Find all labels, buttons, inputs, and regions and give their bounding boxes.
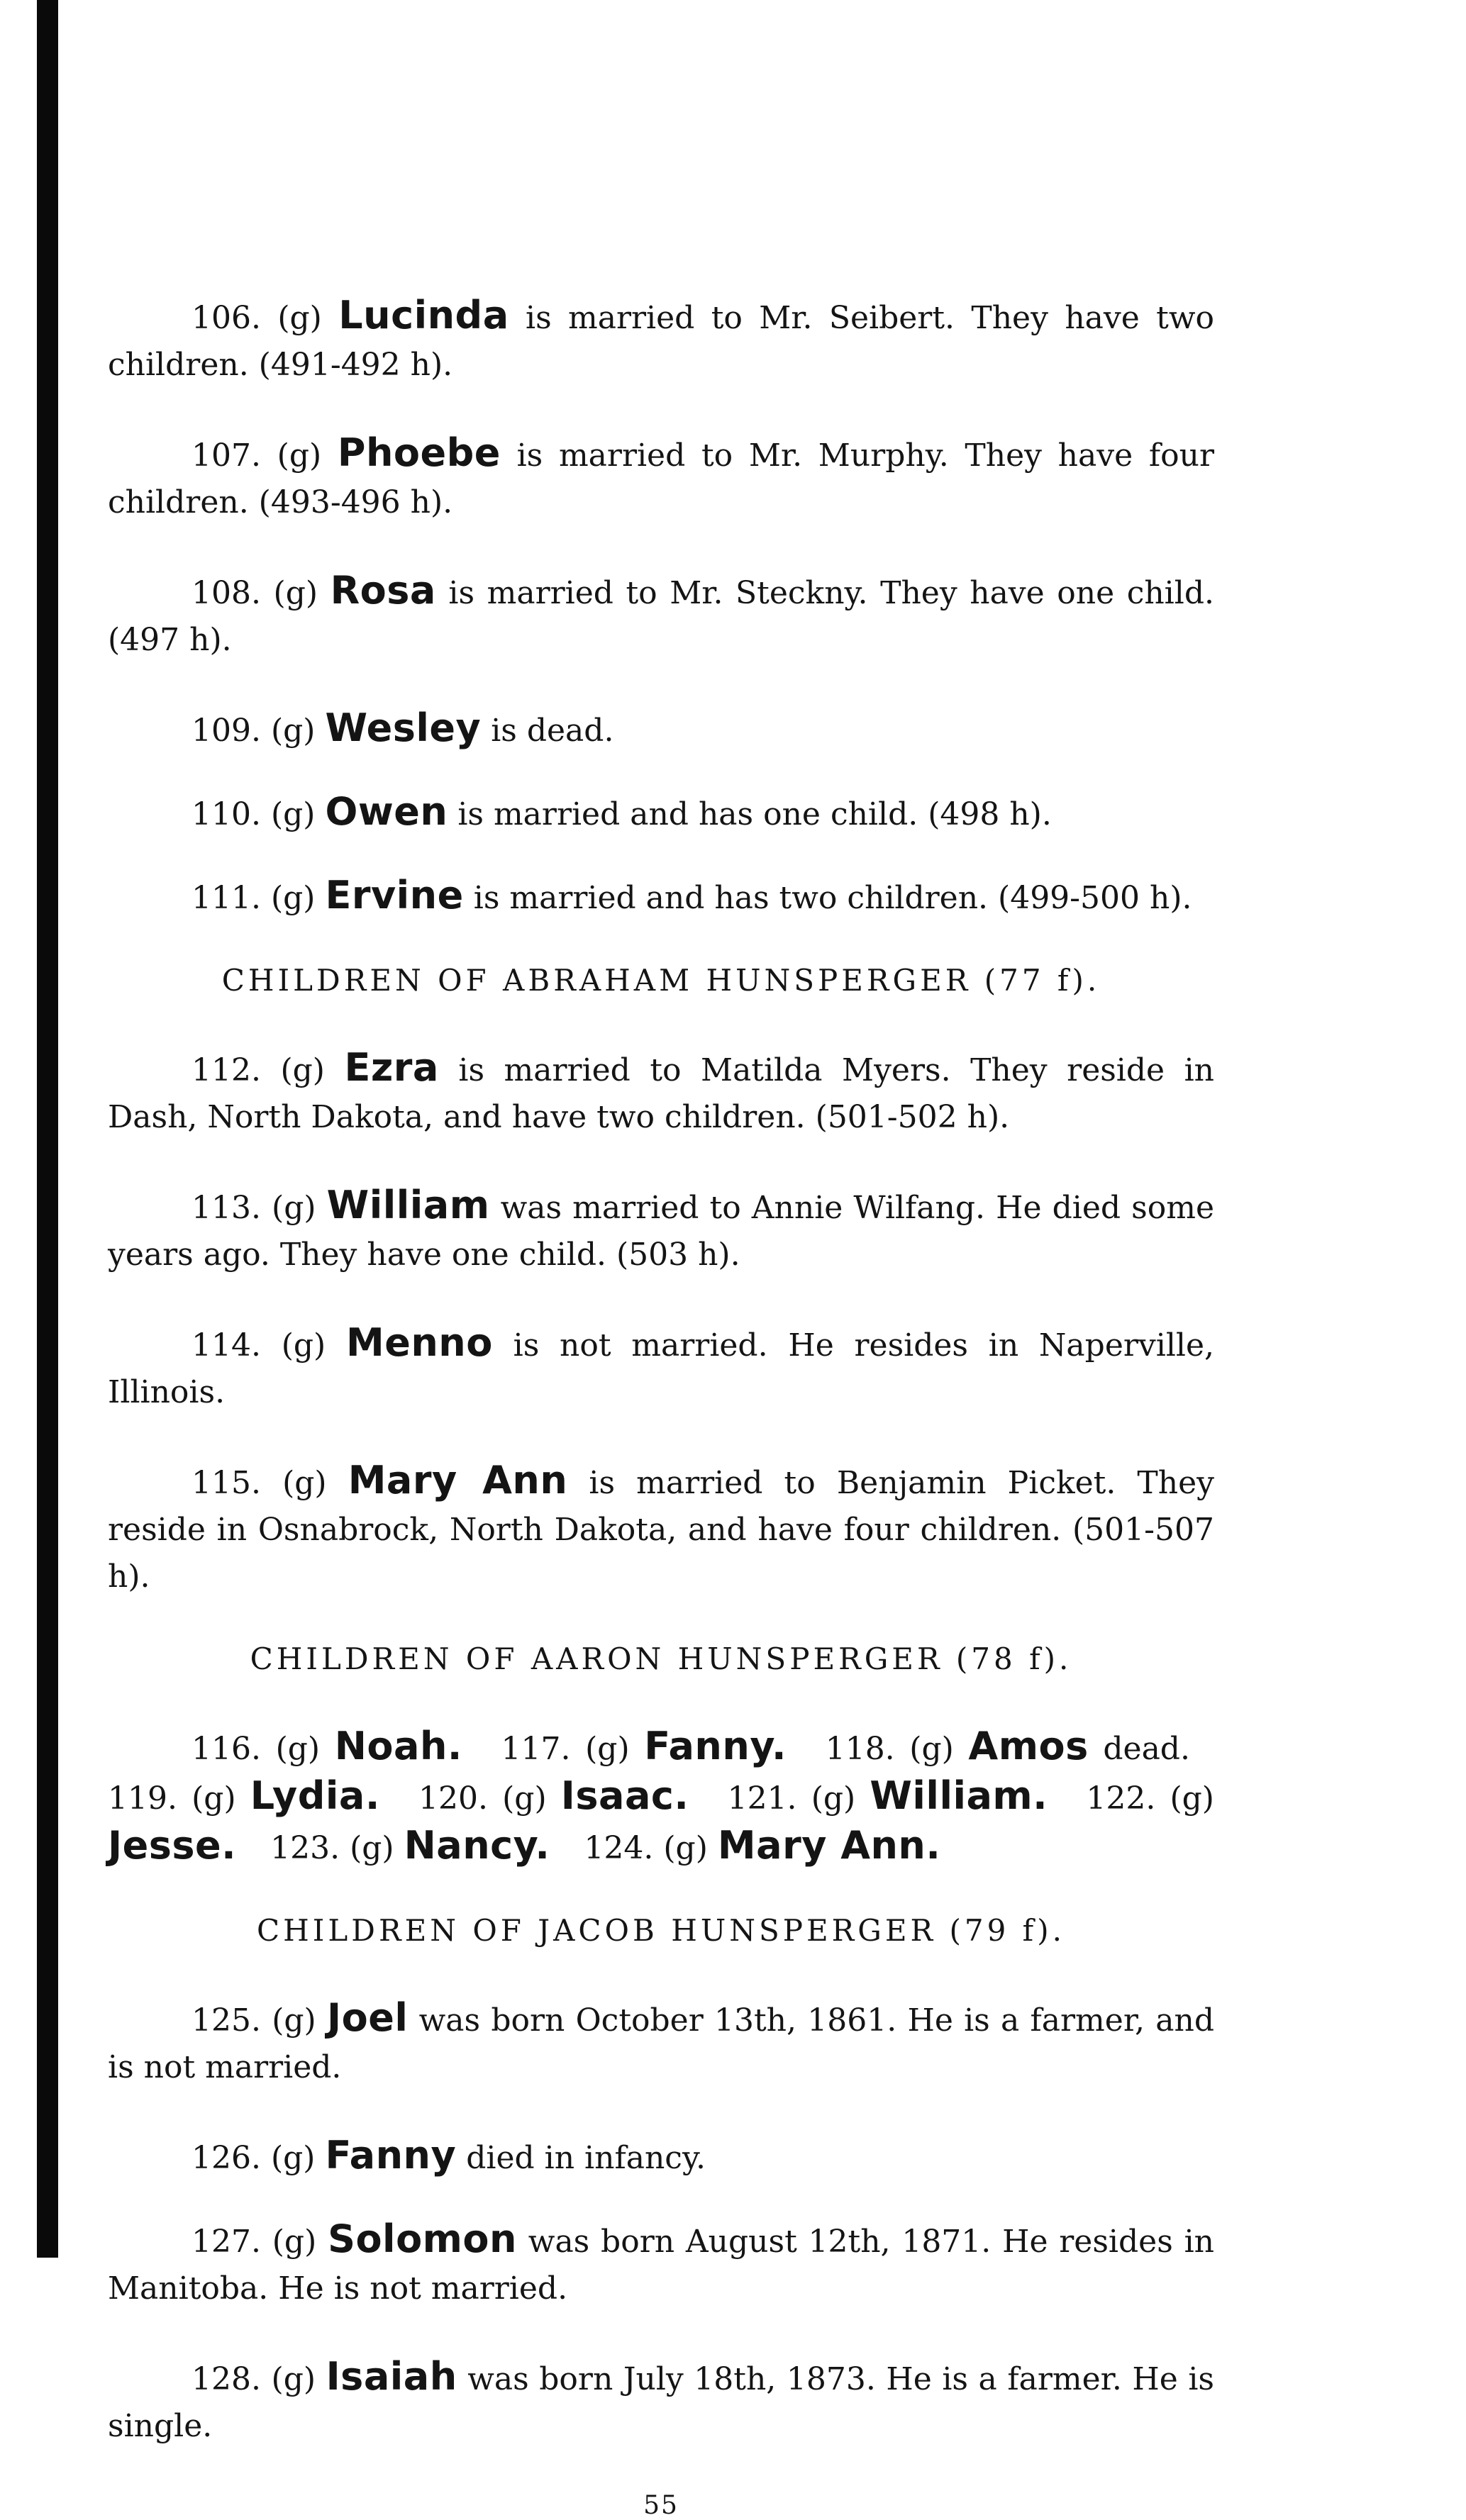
person-name: Lucinda bbox=[338, 293, 509, 338]
entry-number: 113. (g) bbox=[191, 1190, 316, 1226]
entry-number: 108. (g) bbox=[191, 575, 318, 611]
entry-number: 114. (g) bbox=[191, 1327, 326, 1364]
entry-text: is not married. He resides in Naperville, Illinois. bbox=[108, 1327, 1215, 1410]
person-name: Lydia. bbox=[250, 1773, 380, 1818]
person-name: Ervine bbox=[325, 873, 464, 918]
page-binding-edge bbox=[37, 0, 58, 2258]
genealogy-entry bbox=[108, 292, 1214, 389]
entry-text: is married to Mr. Murphy. They have four children. (493-496 h). bbox=[108, 437, 1214, 520]
entry-number: 126. (g) bbox=[191, 2140, 316, 2176]
person-name: Mary Ann bbox=[348, 1458, 568, 1502]
entry-number: 123. (g) bbox=[270, 1830, 394, 1866]
entry-number: 110. (g) bbox=[191, 796, 316, 832]
inline-entry bbox=[825, 1724, 1190, 1768]
person-name: Fanny. bbox=[644, 1724, 787, 1768]
inline-entry bbox=[501, 1724, 787, 1768]
entry-number: 107. (g) bbox=[191, 437, 322, 474]
person-name: William. bbox=[870, 1773, 1048, 1818]
entry-number: 118. (g) bbox=[825, 1731, 954, 1767]
entry-number: 125. (g) bbox=[191, 2002, 316, 2039]
inline-entry bbox=[584, 1823, 941, 1868]
person-name: Solomon bbox=[328, 2217, 517, 2261]
entry-text: is married and has one child. (498 h). bbox=[457, 796, 1052, 832]
entry-list-jacob-children bbox=[108, 1995, 1214, 2450]
inline-entry bbox=[418, 1773, 689, 1818]
person-name: Jesse. bbox=[108, 1823, 237, 1868]
entry-number: 116. (g) bbox=[191, 1731, 321, 1767]
person-name: Isaac. bbox=[560, 1773, 689, 1818]
genealogy-entry bbox=[108, 1182, 1214, 1278]
person-name: Menno bbox=[346, 1320, 493, 1365]
person-name: Mary Ann. bbox=[717, 1823, 941, 1868]
person-name: William bbox=[326, 1183, 490, 1227]
person-name: Ezra bbox=[344, 1045, 439, 1090]
entry-number: 124. (g) bbox=[584, 1830, 708, 1866]
person-name: Owen bbox=[325, 789, 448, 834]
entry-number: 111. (g) bbox=[191, 880, 316, 916]
genealogy-entry bbox=[108, 1320, 1214, 1416]
entry-number: 117. (g) bbox=[501, 1731, 630, 1767]
section-heading-abraham: CHILDREN OF ABRAHAM HUNSPERGER (77 f). bbox=[221, 963, 1101, 998]
genealogy-entry bbox=[108, 788, 1214, 838]
genealogy-entry bbox=[108, 567, 1214, 664]
entry-text: dead. bbox=[1103, 1731, 1190, 1767]
entry-text: is dead. bbox=[491, 713, 614, 749]
entry-text: died in infancy. bbox=[466, 2140, 706, 2176]
entry-list-abraham-children bbox=[108, 1044, 1214, 1600]
person-name: Amos bbox=[968, 1724, 1089, 1768]
entry-text: is married to Matilda Myers. They reside in Dash, North Dakota, and have two children. (501-502 h). bbox=[108, 1052, 1214, 1135]
genealogy-entry bbox=[108, 2132, 1214, 2182]
entry-text: is married to Mr. Seibert. They have two children. (491-492 h). bbox=[108, 300, 1214, 383]
genealogy-entry bbox=[108, 1995, 1214, 2091]
entry-text: was born July 18th, 1873. He is a farmer. He is single. bbox=[108, 2361, 1214, 2444]
genealogy-entry bbox=[108, 1457, 1214, 1600]
entry-list-hunsperger-children bbox=[108, 292, 1214, 922]
aaron-children-list bbox=[108, 1723, 1214, 1872]
person-name: Nancy. bbox=[404, 1823, 550, 1868]
genealogy-entry bbox=[108, 705, 1214, 754]
entry-number: 122. (g) bbox=[1086, 1780, 1214, 1817]
entry-number: 109. (g) bbox=[191, 713, 316, 749]
inline-entry bbox=[727, 1773, 1048, 1818]
inline-entry bbox=[108, 1773, 380, 1818]
entry-text: is married to Mr. Steckny. They have one child. (497 h). bbox=[108, 575, 1214, 658]
inline-entry bbox=[191, 1724, 462, 1768]
entry-text: was born October 13th, 1861. He is a farmer, and is not married. bbox=[108, 2002, 1214, 2085]
genealogy-entry bbox=[108, 872, 1214, 922]
section-heading-jacob: CHILDREN OF JACOB HUNSPERGER (79 f). bbox=[257, 1913, 1065, 1948]
entry-number: 119. (g) bbox=[108, 1780, 236, 1817]
genealogy-entry bbox=[108, 2216, 1214, 2312]
entry-text: is married and has two children. (499-500 h). bbox=[473, 880, 1192, 916]
entry-number: 127. (g) bbox=[191, 2224, 317, 2260]
entry-number: 121. (g) bbox=[727, 1780, 856, 1817]
person-name: Fanny bbox=[325, 2133, 457, 2178]
person-name: Joel bbox=[327, 1995, 409, 2040]
genealogy-entry bbox=[108, 1044, 1214, 1141]
entry-text: was married to Annie Wilfang. He died some years ago. They have one child. (503 h). bbox=[108, 1190, 1214, 1273]
person-name: Isaiah bbox=[326, 2354, 457, 2399]
entry-text: is married to Benjamin Picket. They reside in Osnabrock, North Dakota, and have four children. (501-507 h). bbox=[108, 1465, 1215, 1595]
person-name: Phoebe bbox=[337, 430, 501, 475]
person-name: Rosa bbox=[330, 568, 436, 613]
entry-number: 115. (g) bbox=[191, 1465, 327, 1501]
entry-number: 120. (g) bbox=[418, 1780, 547, 1817]
entry-number: 128. (g) bbox=[191, 2361, 316, 2397]
entry-number: 112. (g) bbox=[191, 1052, 325, 1088]
page-number: 55 bbox=[643, 2491, 679, 2520]
genealogy-entry bbox=[108, 2353, 1214, 2450]
entry-number: 106. (g) bbox=[191, 300, 322, 336]
person-name: Noah. bbox=[334, 1724, 462, 1768]
person-name: Wesley bbox=[325, 706, 482, 750]
inline-entry bbox=[270, 1823, 550, 1868]
document-page bbox=[108, 261, 1214, 2520]
genealogy-entry bbox=[108, 430, 1214, 526]
entry-text: was born August 12th, 1871. He resides in Manitoba. He is not married. bbox=[108, 2224, 1214, 2307]
section-heading-aaron: CHILDREN OF AARON HUNSPERGER (78 f). bbox=[250, 1641, 1072, 1676]
